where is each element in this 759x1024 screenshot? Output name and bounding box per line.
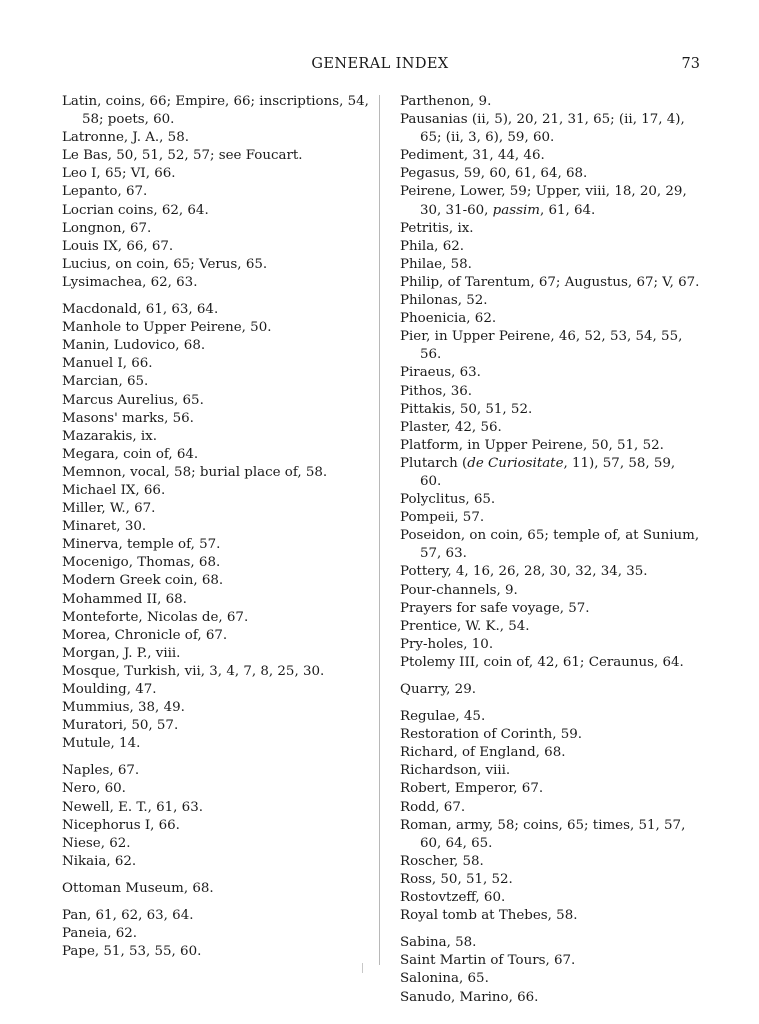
index-entry: Robert, Emperor, 67. [400, 781, 544, 797]
index-entry: Quarry, 29. [400, 682, 476, 697]
page-title: GENERAL INDEX [311, 56, 449, 72]
index-entry: Manin, Ludovico, 68. [62, 338, 206, 354]
index-entry: Ross, 50, 51, 52. [400, 871, 513, 887]
index-entry: Phoenicia, 62. [400, 311, 497, 327]
index-entry: Lysimachea, 62, 63. [62, 274, 198, 290]
index-entry: Mohammed II, 68. [62, 591, 187, 607]
index-column-right [400, 93, 700, 1007]
index-entry: Newell, E. T., 61, 63. [62, 799, 203, 815]
index-entry: Megara, coin of, 64. [62, 446, 199, 462]
index-entry: Pry-holes, 10. [400, 636, 494, 652]
index-entry-text: , 11), 57, 58, 59, 60. [420, 455, 676, 489]
index-entry: Moulding, 47. [62, 682, 157, 697]
index-entry: Piraeus, 63. [400, 365, 481, 381]
column-divider [379, 95, 380, 965]
index-entry: Pier, in Upper Peirene, 46, 52, 53, 54, 55, 56. [400, 329, 683, 363]
index-entry: Nicephorus I, 66. [62, 817, 180, 833]
index-entry: Pan, 61, 62, 63, 64. [62, 908, 194, 924]
index-entry: Locrian coins, 62, 64. [62, 202, 209, 218]
index-entry: Pittakis, 50, 51, 52. [400, 401, 533, 417]
index-entry: Pape, 51, 53, 55, 60. [62, 944, 202, 960]
index-entry: Mocenigo, Thomas, 68. [62, 555, 221, 571]
index-entry: Latin, coins, 66; Empire, 66; inscriptions, 54, 58; poets, 60. [62, 94, 369, 128]
index-entry: Richardson, viii. [400, 763, 511, 779]
index-entry: Regulae, 45. [400, 709, 486, 725]
index-entry: Rodd, 67. [400, 799, 466, 815]
index-entry: Lucius, on coin, 65; Verus, 65. [62, 256, 268, 272]
index-entry: Saint Martin of Tours, 67. [400, 953, 576, 969]
index-entry-italic: passim [492, 202, 540, 218]
index-entry: Macdonald, 61, 63, 64. [62, 302, 219, 318]
index-entry: Le Bas, 50, 51, 52, 57; see Foucart. [62, 148, 303, 164]
index-entry: Roman, army, 58; coins, 65; times, 51, 57, 60, 64, 65. [400, 817, 686, 851]
index-entry [400, 183, 700, 219]
index-column-left [62, 93, 374, 961]
index-entry: Naples, 67. [62, 763, 140, 779]
index-entry [400, 455, 700, 491]
index-entry: Philip, of Tarentum, 67; Augustus, 67; V, 67. [400, 274, 700, 290]
index-entry: Pithos, 36. [400, 383, 473, 399]
page-number: 73 [681, 56, 700, 72]
index-entry: Restoration of Corinth, 59. [400, 727, 583, 743]
index-entry: Michael IX, 66. [62, 482, 166, 498]
index-entry: Morea, Chronicle of, 67. [62, 627, 228, 643]
index-entry: Niese, 62. [62, 835, 131, 851]
index-entry: Richard, of England, 68. [400, 745, 566, 761]
index-entry: Philae, 58. [400, 256, 472, 272]
index-entry-text: Peirene, Lower, 59; Upper, viii, 18, 20, 29, 30, 31-60, [400, 184, 687, 218]
index-entry: Morgan, J. P., viii. [62, 645, 181, 661]
index-entry: Phila, 62. [400, 238, 464, 254]
index-entry: Masons' marks, 56. [62, 410, 194, 426]
index-entry: Rostovtzeff, 60. [400, 890, 506, 906]
index-entry: Nikaia, 62. [62, 853, 137, 869]
index-entry: Prayers for safe voyage, 57. [400, 600, 590, 616]
index-entry: Manuel I, 66. [62, 356, 153, 372]
index-entry: Ptolemy III, coin of, 42, 61; Ceraunus, 64. [400, 654, 684, 670]
index-entry: Louis IX, 66, 67. [62, 238, 174, 254]
column-divider-mark [362, 963, 363, 973]
index-entry: Prentice, W. K., 54. [400, 618, 530, 634]
index-entry: Latronne, J. A., 58. [62, 130, 189, 146]
index-entry: Modern Greek coin, 68. [62, 573, 224, 589]
index-entry-text: Plutarch ( [400, 455, 468, 471]
index-entry: Lepanto, 67. [62, 184, 148, 200]
index-entry: Mosque, Turkish, vii, 3, 4, 7, 8, 25, 30. [62, 663, 325, 679]
index-entry: Sanudo, Marino, 66. [400, 989, 539, 1005]
index-entry: Parthenon, 9. [400, 94, 492, 109]
index-entry: Marcian, 65. [62, 374, 149, 390]
index-entry: Muratori, 50, 57. [62, 718, 179, 734]
index-entry: Pausanias (ii, 5), 20, 21, 31, 65; (ii, 17, 4), 65; (ii, 3, 6), 59, 60. [400, 112, 685, 146]
index-entry: Miller, W., 67. [62, 501, 156, 517]
index-entry: Royal tomb at Thebes, 58. [400, 908, 578, 924]
index-entry: Pediment, 31, 44, 46. [400, 148, 545, 164]
page-header [60, 56, 700, 78]
index-entry: Memnon, vocal, 58; burial place of, 58. [62, 464, 328, 480]
index-entry: Pottery, 4, 16, 26, 28, 30, 32, 34, 35. [400, 564, 648, 580]
index-entry: Mazarakis, ix. [62, 428, 157, 444]
index-entry: Nero, 60. [62, 781, 126, 797]
index-entry: Leo I, 65; VI, 66. [62, 166, 176, 182]
index-entry: Minerva, temple of, 57. [62, 537, 221, 553]
index-entry: Pegasus, 59, 60, 61, 64, 68. [400, 166, 588, 182]
index-entry: Manhole to Upper Peirene, 50. [62, 320, 272, 336]
index-entry: Pour-channels, 9. [400, 582, 518, 598]
index-entry: Monteforte, Nicolas de, 67. [62, 609, 249, 625]
index-entry: Philonas, 52. [400, 293, 488, 309]
index-entry: Petritis, ix. [400, 220, 474, 236]
index-entry: Ottoman Museum, 68. [62, 880, 214, 896]
index-entry: Mutule, 14. [62, 736, 141, 752]
index-entry-italic: de Curiositate [467, 455, 564, 471]
index-entry: Mummius, 38, 49. [62, 700, 185, 716]
index-entry: Polyclitus, 65. [400, 492, 496, 508]
index-entry: Roscher, 58. [400, 853, 484, 869]
index-entry: Paneia, 62. [62, 926, 138, 942]
index-entry: Sabina, 58. [400, 935, 477, 951]
index-entry-text: , 61, 64. [539, 202, 596, 218]
index-entry: Minaret, 30. [62, 519, 147, 535]
index-entry: Pompeii, 57. [400, 510, 485, 526]
index-entry: Salonina, 65. [400, 971, 489, 987]
index-entry: Longnon, 67. [62, 220, 152, 236]
index-entry: Plaster, 42, 56. [400, 419, 502, 435]
index-entry: Platform, in Upper Peirene, 50, 51, 52. [400, 437, 664, 453]
index-entry: Poseidon, on coin, 65; temple of, at Sunium, 57, 63. [400, 528, 700, 562]
index-entry: Marcus Aurelius, 65. [62, 392, 204, 408]
